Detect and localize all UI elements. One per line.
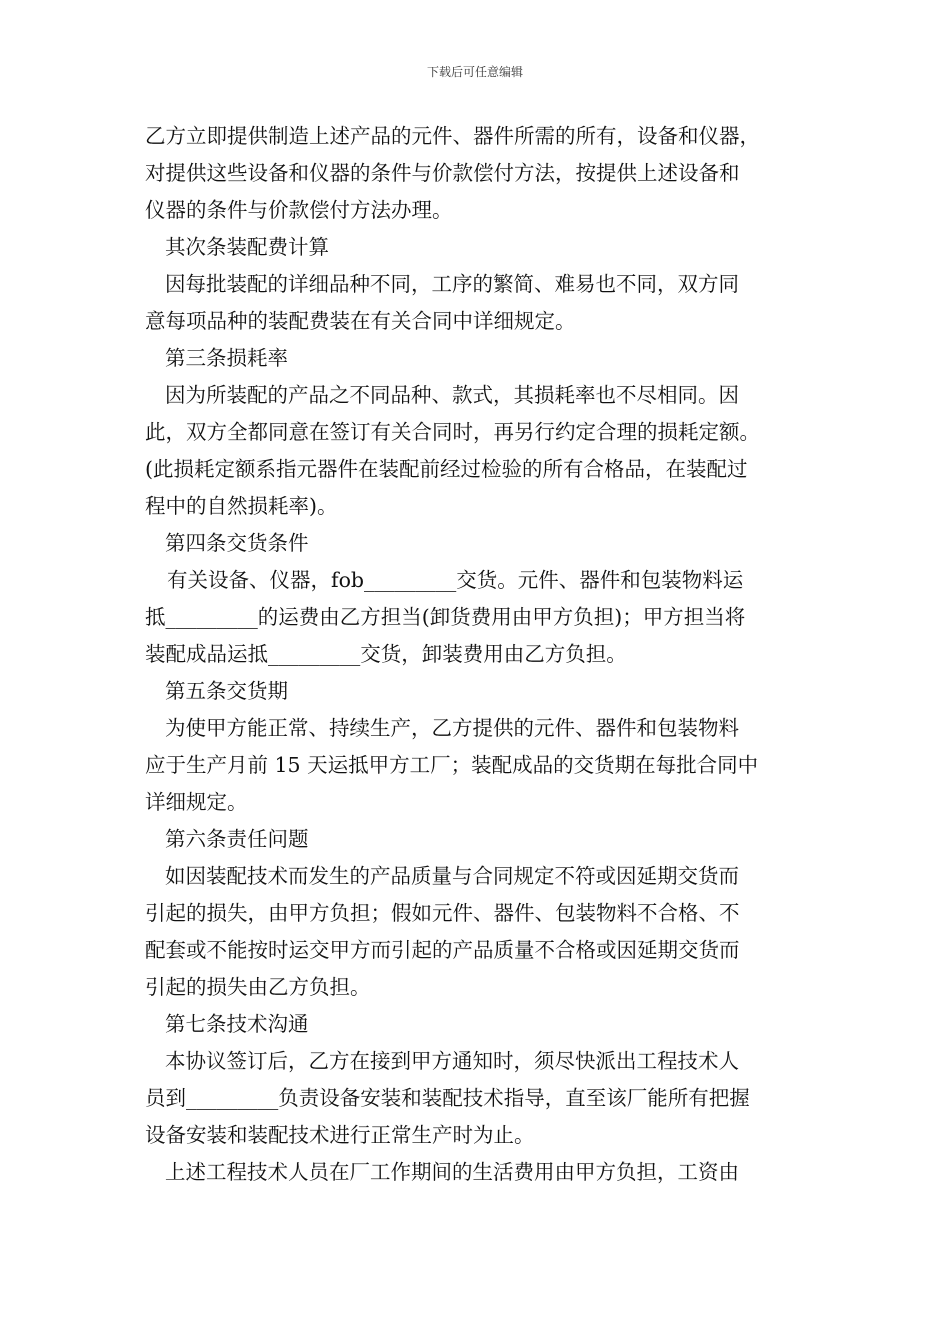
text-line: 引起的损失由乙方负担。 [145,975,371,999]
section-heading: 第四条交货条件 [165,531,309,555]
text-line: 抵_________的运费由乙方担当(卸货费用由甲方负担)；甲方担当将 [145,605,746,629]
section-heading: 第七条技术沟通 [165,1012,309,1036]
text-line: 如因装配技术而发生的产品质量与合同规定不符或因延期交货而 [165,864,739,888]
text-line: (此损耗定额系指元器件在装配前经过检验的所有合格品，在装配过 [145,457,748,481]
text-line: 因为所装配的产品之不同品种、款式，其损耗率也不尽相同。因 [165,383,739,407]
text-line: 员到_________负责设备安装和装配技术指导，直至该厂能所有把握 [145,1086,750,1110]
text-line: 装配成品运抵_________交货，卸装费用由乙方负担。 [145,642,627,666]
text-line: 程中的自然损耗率)。 [145,494,338,518]
text-line: 设备安装和装配技术进行正常生产时为止。 [145,1123,535,1147]
section-heading: 第五条交货期 [165,679,288,703]
text-line: 对提供这些设备和仪器的条件与价款偿付方法，按提供上述设备和 [145,161,740,185]
text-line: 应于生产月前 15 天运抵甲方工厂；装配成品的交货期在每批合同中 [145,753,759,777]
text-line: 为使甲方能正常、持续生产，乙方提供的元件、器件和包装物料 [165,716,739,740]
section-heading: 第六条责任问题 [165,827,309,851]
page-header: 下载后可任意编辑 [426,65,523,79]
text-line: 配套或不能按时运交甲方而引起的产品质量不合格或因延期交货而 [145,938,740,962]
text-line: 意每项品种的装配费装在有关合同中详细规定。 [145,309,576,333]
text-line: 因每批装配的详细品种不同，工序的繁简、难易也不同，双方同 [165,272,739,296]
text-line: 引起的损失，由甲方负担；假如元件、器件、包装物料不合格、不 [145,901,740,925]
text-line: 乙方立即提供制造上述产品的元件、器件所需的所有，设备和仪器， [145,124,760,148]
text-line: 上述工程技术人员在厂工作期间的生活费用由甲方负担，工资由 [165,1160,739,1184]
text-line: 详细规定。 [145,790,248,814]
section-heading: 其次条装配费计算 [165,235,329,259]
text-line: 仪器的条件与价款偿付方法办理。 [145,198,453,222]
text-line: 本协议签订后，乙方在接到甲方通知时，须尽快派出工程技术人 [165,1049,739,1073]
text-line: 有关设备、仪器，fob_________交货。元件、器件和包装物料运 [167,568,744,592]
text-line: 此，双方全都同意在签订有关合同时，再另行约定合理的损耗定额。 [145,420,760,444]
document-body [145,118,810,1191]
section-heading: 第三条损耗率 [165,346,288,370]
